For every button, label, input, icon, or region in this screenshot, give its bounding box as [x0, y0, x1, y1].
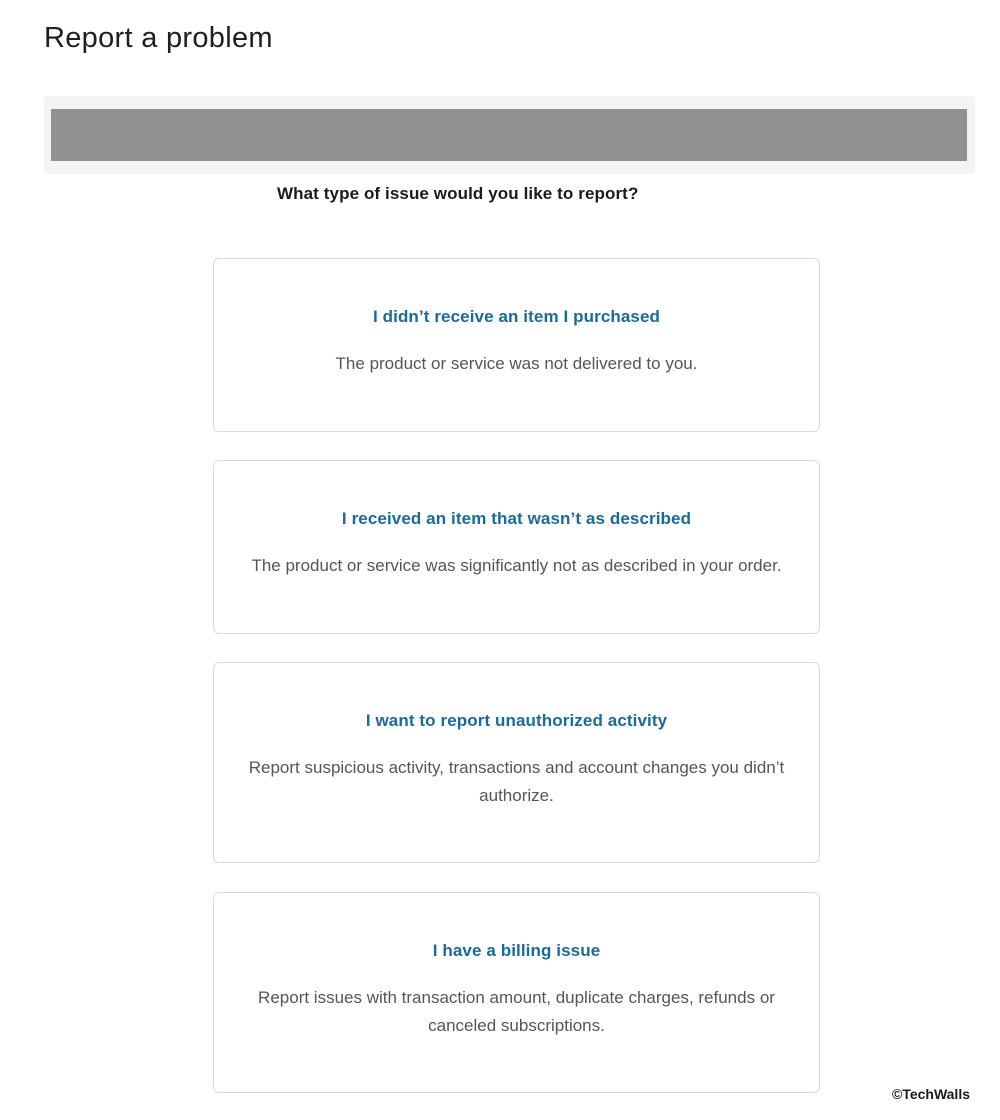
option-title[interactable]: I didn’t receive an item I purchased [372, 307, 661, 326]
option-card-not-as-described[interactable] [213, 460, 820, 634]
option-title[interactable]: I want to report unauthorized activity [365, 711, 668, 730]
option-title[interactable]: I received an item that wasn’t as described [341, 509, 692, 528]
option-description: Report issues with transaction amount, duplicate charges, refunds or canceled subscriptions. [258, 988, 775, 1035]
option-description: Report suspicious activity, transactions and account changes you didn’t authorize. [248, 758, 785, 805]
option-title[interactable]: I have a billing issue [432, 941, 601, 960]
watermark: ©TechWalls [892, 1086, 970, 1102]
option-card-not-received[interactable] [213, 258, 820, 432]
option-card-unauthorized-activity[interactable] [213, 662, 820, 863]
option-card-billing-issue[interactable] [213, 892, 820, 1093]
page-title: Report a problem [44, 22, 273, 54]
redacted-bar [51, 109, 967, 161]
redacted-panel [44, 96, 975, 174]
issue-type-question: What type of issue would you like to report? [277, 184, 639, 203]
option-description: The product or service was not delivered to you. [335, 354, 698, 373]
option-description: The product or service was significantly not as described in your order. [251, 556, 782, 575]
